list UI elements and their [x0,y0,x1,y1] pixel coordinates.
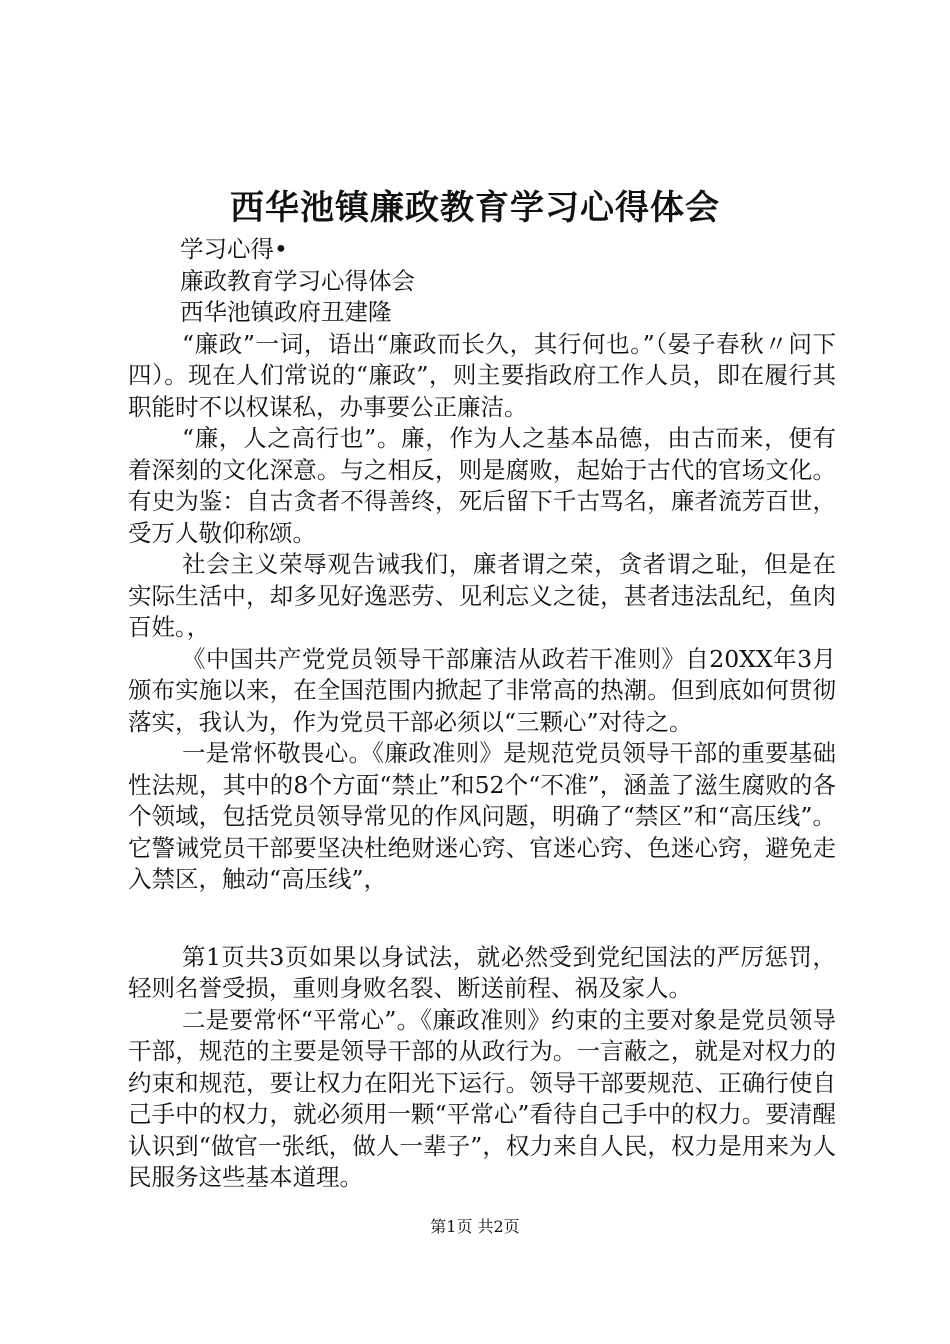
paragraph: 社会主义荣辱观告诫我们，廉者谓之荣，贪者谓之耻，但是在实际生活中，却多见好逸恶劳、见利忘义之徒，甚者违法乱纪，鱼肉百姓。， [128,550,836,641]
header-line-author: 西华池镇政府丑建隆 [180,298,392,326]
paragraph: “廉，人之高行也”。廉，作为人之基本品德，由古而来，便有着深刻的文化深意。与之相反，则是腐败，起始于古代的官场文化。有史为鉴：自古贪者不得善终，死后留下千古骂名，廉者流芳百世，受万人敬仰称颂。 [128,424,836,547]
paragraph: “廉政”一词，语出“廉政而长久，其行何也。”（晏子春秋〃问下四）。现在人们常说的“廉政”，则主要指政府工作人员，即在履行其职能时不以权谋私，办事要公正廉洁。 [128,329,836,421]
page-footer: 第1页 共2页 [430,1217,520,1236]
paragraph: 《中国共产党党员领导干部廉洁从政若干准则》自20XX年3月颁布实施以来，在全国范围内掀起了非常高的热潮。但到底如何贯彻落实，我认为，作为党员干部必须以“三颗心”对待之。 [128,644,836,736]
paragraph: 第1页共3页如果以身试法，就必然受到党纪国法的严厉惩罚，轻则名誉受损，重则身败名裂、断送前程、祸及家人。 [128,942,836,1002]
paragraph: 一是常怀敬畏心。《廉政准则》是规范党员领导干部的重要基础性法规，其中的8个方面“禁止”和52个“不准”，涵盖了滋生腐败的各个领域，包括党员领导常见的作风问题，明确了“禁区”和“高压线”。它警诫党员干部要坚决杜绝财迷心窍、官迷心窍、色迷心窍，避免走入禁区，触动“高压线”， [128,739,836,893]
paragraph: 二是要常怀“平常心”。《廉政准则》约束的主要对象是党员领导干部，规范的主要是领导干部的从政行为。一言蔽之，就是对权力的约束和规范，要让权力在阳光下运行。领导干部要规范、正确行使自己手中的权力，就必须用一颗“平常心”看待自己手中的权力。要清醒认识到“做官一张纸，做人一辈子”，权力来自人民，权力是用来为人民服务这些基本道理。 [128,1005,836,1191]
document-title: 西华池镇廉政教育学习心得体会 [230,188,720,228]
page-break-gap [128,896,836,942]
document-body [128,234,836,1194]
header-line-subtitle: 廉政教育学习心得体会 [180,266,415,295]
header-line-category: 学习心得• [180,235,288,263]
